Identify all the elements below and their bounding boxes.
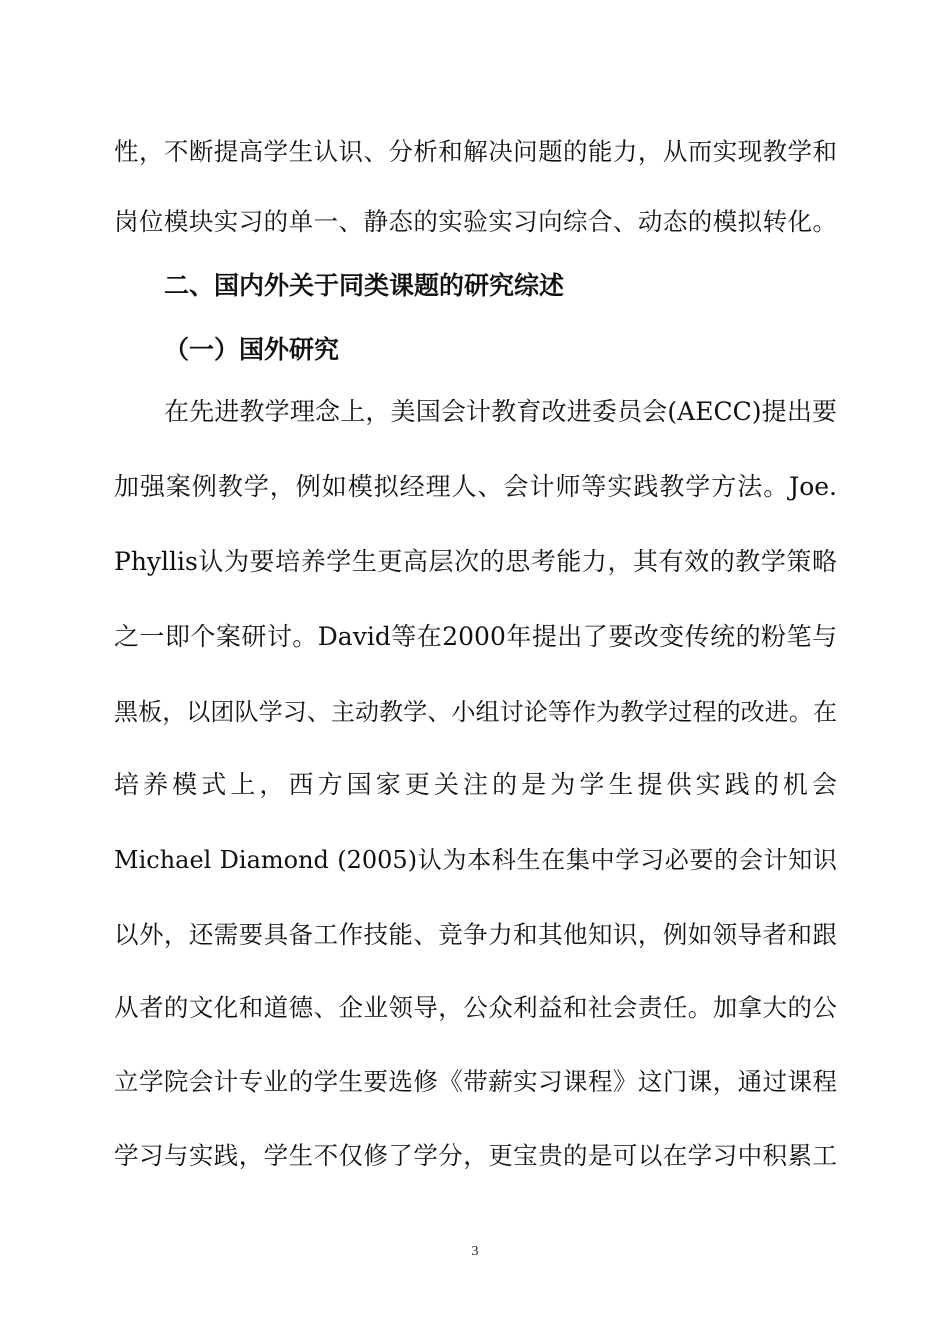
subsection-heading: （一）国外研究: [164, 335, 340, 364]
body-text-line: 岗位模块实习的单一、静态的实验实习向综合、动态的模拟转化。: [114, 207, 837, 236]
body-text-line: 加强案例教学，例如模拟经理人、会计师等实践教学方法。Joe.: [114, 472, 837, 501]
body-text-line: 培养模式上，西方国家更关注的是为学生提供实践的机会: [114, 770, 837, 799]
page-number: 3: [471, 1244, 479, 1259]
body-text-line: 从者的文化和道德、企业领导，公众利益和社会责任。加拿大的公: [114, 993, 837, 1022]
body-text-line: 学习与实践，学生不仅修了学分，更宝贵的是可以在学习中积累工: [114, 1141, 837, 1170]
body-text-line: 在先进教学理念上，美国会计教育改进委员会(AECC)提出要: [164, 397, 837, 426]
body-text-line: 性，不断提高学生认识、分析和解决问题的能力，从而实现教学和: [114, 137, 837, 166]
body-text-line: 立学院会计专业的学生要选修《带薪实习课程》这门课，通过课程: [114, 1067, 837, 1096]
body-text-line: Michael Diamond (2005)认为本科生在集中学习必要的会计知识: [114, 846, 837, 874]
body-text-line: Phyllis认为要培养学生更高层次的思考能力，其有效的教学策略: [114, 547, 837, 576]
body-text-line: 以外，还需要具备工作技能、竞争力和其他知识，例如领导者和跟: [114, 920, 837, 949]
body-text-line: 黑板，以团队学习、主动教学、小组讨论等作为教学过程的改进。在: [114, 698, 837, 726]
section-heading: 二、国内外关于同类课题的研究综述: [164, 271, 565, 300]
body-text-line: 之一即个案研讨。David等在2000年提出了要改变传统的粉笔与: [114, 622, 837, 651]
